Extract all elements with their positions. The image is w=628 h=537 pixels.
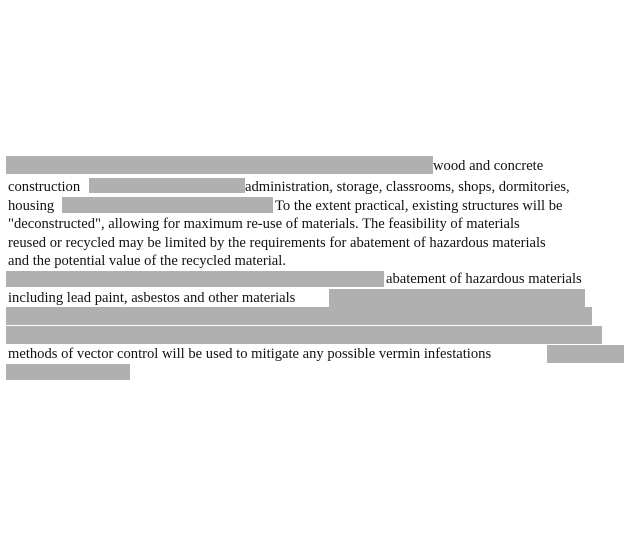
text-segment: methods of vector control will be used to mitigate any possible vermin infestations	[8, 346, 492, 362]
redaction-block	[547, 345, 624, 363]
text-segment: construction	[8, 179, 81, 195]
text-segment: housing	[8, 198, 55, 214]
redaction-block	[6, 307, 592, 325]
text-segment: including lead paint, asbestos and other materials	[8, 290, 296, 306]
redaction-block	[6, 326, 602, 344]
redaction-block	[329, 289, 585, 307]
text-segment: abatement of hazardous materials	[386, 271, 582, 287]
redaction-block	[89, 178, 245, 193]
text-segment: administration, storage, classrooms, shops, dormitories,	[245, 179, 570, 195]
redaction-block	[6, 271, 384, 287]
text-segment: "deconstructed", allowing for maximum re-use of materials. The feasibility of materials	[8, 216, 520, 232]
text-segment: reused or recycled may be limited by the requirements for abatement of hazardous materials	[8, 235, 546, 251]
redaction-block	[6, 364, 130, 380]
redaction-block	[6, 156, 433, 174]
text-segment: To the extent practical, existing structures will be	[275, 198, 563, 214]
text-segment: wood and concrete	[433, 158, 544, 174]
text-segment: and the potential value of the recycled material.	[8, 253, 286, 269]
redaction-block	[62, 197, 273, 213]
